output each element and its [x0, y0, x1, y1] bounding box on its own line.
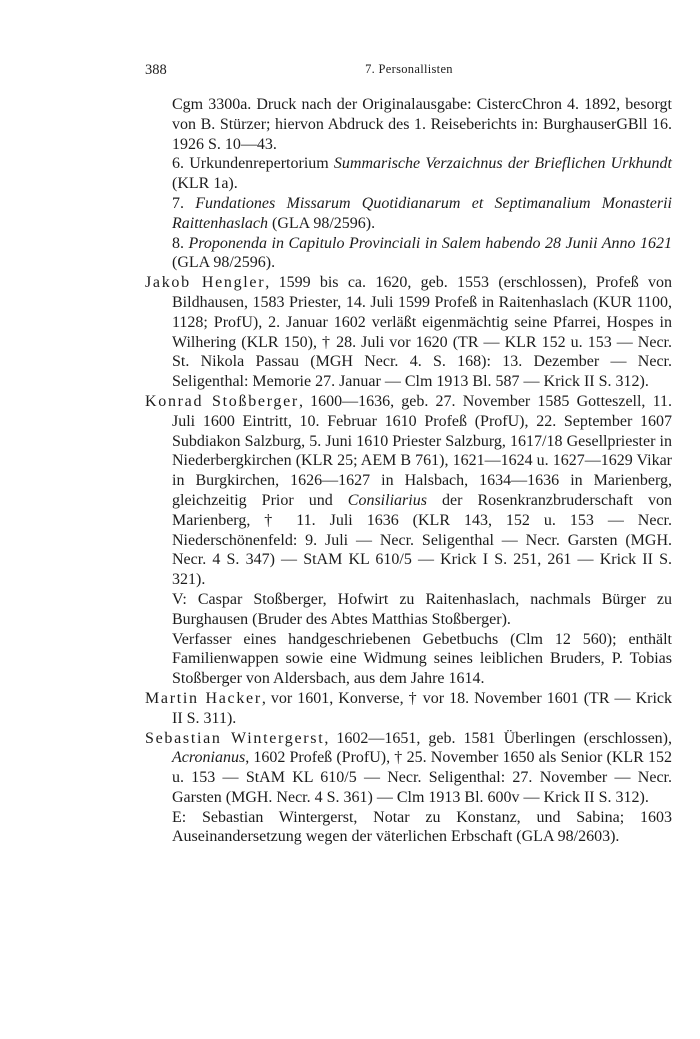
paragraph-father-note: [145, 590, 672, 630]
paragraph-text: Verfasser eines handgeschriebenen Gebetbuchs (Clm 12 560); enthält Familienwappen sowie eine Widmung seines leiblichen Bruders, P. Tobias Stoßberger von Aldersbach, aus dem Jahre 1614.: [172, 630, 672, 688]
entry-text: , vor 1601, Konverse, † vor 18. November 1601 (TR — Krick II S. 311).: [172, 689, 672, 727]
paragraph-text: 7.: [172, 194, 196, 212]
entry-sebastian-wintergerst: [145, 729, 672, 808]
paragraph-text: 6. Urkundenrepertorium: [172, 155, 334, 173]
paragraph-text: Cgm 3300a. Druck nach der Originalausgabe: CistercChron 4. 1892, besorgt von B. Stürzer; hiervon Abdruck des 1. Reiseberichts in: BurghauserGBll 16. 1926 S. 10—43.: [172, 96, 672, 153]
body-text: [145, 95, 672, 847]
entry-text: , 1602 Profeß (ProfU), † 25. November 1650 als Senior (KLR 152 u. 153 — StAM KL 610/5 — Necr. Seligenthal: 27. November — Necr. Garsten (MGH. Necr. 4 S. 361) — Clm 1913 Bl. 600v — Krick II S. 312).: [172, 749, 672, 806]
page-number: 388: [145, 62, 167, 78]
paragraph-source-note: [145, 95, 672, 154]
entry-text: , 1602—1651, geb. 1581 Überlingen (erschlossen),: [324, 729, 672, 747]
paragraph-text: (GLA 98/2596).: [267, 214, 376, 232]
paragraph-text: (KLR 1a).: [172, 175, 238, 193]
entry-martin-hacker: [145, 689, 672, 729]
entry-text: der Rosenkranzbruderschaft von Marienberg, † 11. Juli 1636 (KLR 143, 152 u. 153 — Necr. Niederschönenfeld: 9. Juli — Necr. Seligenthal — Necr. Garsten (MGH. Necr. 4 S. 347) — StAM KL 610/5 — Krick I S. 251, 261 — Krick II S. 321).: [172, 491, 672, 589]
paragraph-text: (GLA 98/2596).: [172, 254, 276, 272]
entry-konrad-stossberger: [145, 392, 672, 590]
paragraph-text: 8.: [172, 234, 189, 252]
page-header: [145, 62, 673, 82]
paragraph-text: E: Sebastian Wintergerst, Notar zu Konstanz, und Sabina; 1603 Auseinandersetzung wegen der väterlichen Erbschaft (GLA 98/2603).: [172, 808, 672, 846]
italic-title: Summarische Verzaichnus der Brieflichen Urkhundt: [333, 155, 673, 173]
entry-text: , 1599 bis ca. 1620, geb. 1553 (erschlossen), Profeß von Bildhausen, 1583 Priester, 14. Juli 1599 Profeß in Raitenhaslach (KUR 1100, 1128; ProfU), 2. Januar 1602 verläßt eigenmächtig seine Pfarrei, Hospes in Wilhering (KLR 150), † 28. Juli vor 1620 (TR — KLR 152 u. 153 — Necr. St. Nikola Passau (MGH Necr. 4. S. 168): 13. Dezember — Necr. Seligenthal: Memorie 27. Januar — Clm 1913 Bl. 587 — Krick II S. 312).: [172, 274, 672, 391]
italic-term: Acronianus: [172, 749, 246, 767]
paragraph-parents-note: [145, 808, 672, 848]
italic-title: Fundationes Missarum Quotidianarum et Septimanalium Monasterii Raittenhaslach: [172, 194, 672, 232]
paragraph-item-8: [145, 234, 672, 274]
person-name: Martin Hacker: [145, 689, 262, 707]
person-name: Jakob Hengler: [145, 274, 266, 292]
paragraph-item-6: [145, 154, 672, 194]
entry-jakob-hengler: [145, 273, 672, 392]
person-name: Sebastian Wintergerst: [145, 729, 325, 747]
paragraph-item-7: [145, 194, 672, 234]
paragraph-text: V: Caspar Stoßberger, Hofwirt zu Raitenhaslach, nachmals Bürger zu Burghausen (Bruder des Abtes Matthias Stoßberger).: [172, 590, 672, 628]
italic-title: Proponenda in Capitulo Provinciali in Salem habendo 28 Junii Anno 1621: [188, 234, 673, 252]
entry-text: , 1600—1636, geb. 27. November 1585 Gotteszell, 11. Juli 1600 Eintritt, 10. Februar 1610 Profeß (ProfU), 22. September 1607 Subdiakon Salzburg, 5. Juni 1610 Priester Salzburg, 1617/18 Gesellpriester in Niederbergkirchen (KLR 25; AEM B 761), 1621—1624 u. 1627—1629 Vikar in Burgkirchen, 1626—1627 in Halsbach, 1634—1636 in Marienberg, gleichzeitig Prior und: [172, 392, 672, 509]
running-head: 7. Personallisten: [365, 62, 453, 76]
person-name: Konrad Stoßberger: [145, 392, 299, 410]
paragraph-prayerbook-note: [145, 630, 672, 689]
italic-term: Consiliarius: [347, 491, 427, 509]
